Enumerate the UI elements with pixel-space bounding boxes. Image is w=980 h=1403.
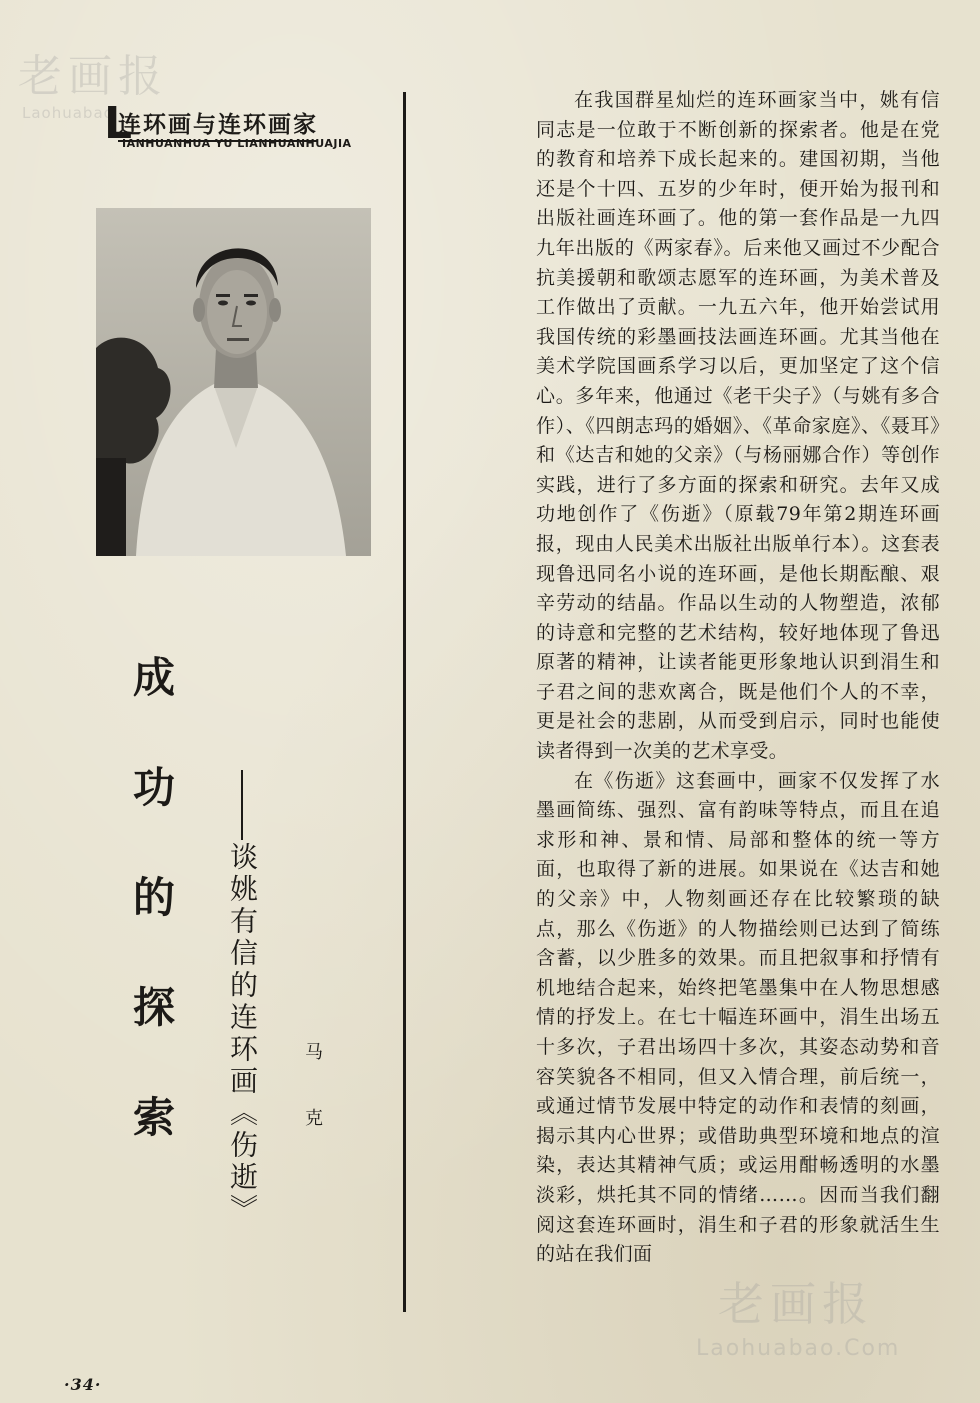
column-divider bbox=[403, 92, 406, 1312]
page-number: ·34· bbox=[64, 1375, 102, 1394]
subtitle-dash bbox=[241, 770, 243, 840]
artist-portrait-photo bbox=[96, 208, 371, 556]
article-body bbox=[536, 86, 940, 1270]
column-heading bbox=[104, 98, 364, 154]
watermark-bottom-sub: Laohuabao.Com bbox=[696, 1336, 901, 1361]
column-heading-pinyin: IANHUANHUA YU LIANHUANHUAJIA bbox=[122, 137, 352, 150]
article-subtitle: 谈姚有信的连环画《伤逝》 bbox=[226, 842, 259, 1226]
body-paragraph: 在《伤逝》这套画中，画家不仅发挥了水墨画简练、强烈、富有韵味等特点，而且在追求形和神、景和情、局部和整体的统一等方面，也取得了新的进展。如果说在《达吉和她的父亲》中，人物刻画还存在比较繁琐的缺点，那么《伤逝》的人物描绘则已达到了简练含蓄，以少胜多的效果。而且把叙事和抒情有机地结合起来，始终把笔墨集中在人物思想感情的抒发上。在七十幅连环画中，涓生出场五十多次，子君出场四十多次，其姿态动势和音容笑貌各不相同，但又入情合理，前后统一，或通过情节发展中特定的动作和表情的刻画，揭示其内心世界；或借助典型环境和地点的渲染，表达其精神气质；或运用酣畅透明的水墨淡彩，烘托其不同的情绪……。因而当我们翻阅这套连环画时，涓生和子君的形象就活生生的站在我们面 bbox=[536, 769, 940, 1266]
body-paragraph: 在我国群星灿烂的连环画家当中，姚有信同志是一位敢于不断创新的探索者。他是在党的教育和培养下成长起来的。建国初期，当他还是个十四、五岁的少年时，便开始为报刊和出版社画连环画了。他的第一套作品是一九四九年出版的《两家春》。后来他又画过不少配合抗美援朝和歌颂志愿军的连环画，为美术普及工作做出了贡献。一九五六年，他开始尝试用我国传统的彩墨画技法画连环画。尤其当他在美术学院国画系学习以后，更加坚定了这个信心。多年来，他通过《老干尖子》（与姚有多合作）、《四朗志玛的婚姻》、《革命家庭》、《聂耳》和《达吉和她的父亲》（与杨丽娜合作）等创作实践，进行了多方面的探索和研究。去年又成功地创作了《伤逝》（原载79年第2期连环画报，现由人民美术出版社出版单行本）。这套表现鲁迅同名小说的连环画，是他长期酝酿、艰辛劳动的结晶。作品以生动的人物塑造，浓郁的诗意和完整的艺术结构，较好地体现了鲁迅原著的精神，让读者能更形象地认识到涓生和子君之间的悲欢离合，既是他们个人的不幸，更是社会的悲剧，从而受到启示，同时也能使读者得到一次美的艺术享受。 bbox=[536, 89, 940, 763]
column-heading-chinese: 连环画与连环画家 bbox=[118, 106, 318, 142]
watermark-bottom: 老画报 bbox=[718, 1277, 874, 1331]
watermark-top: 老画报 bbox=[18, 51, 168, 102]
column-heading-initial: L bbox=[104, 98, 133, 149]
article-author: 马克 bbox=[302, 1042, 323, 1174]
watermark-top-sub: Laohuabao bbox=[22, 104, 114, 122]
portrait-photo-icon bbox=[96, 208, 371, 556]
article-title: 成功的探索 bbox=[127, 655, 176, 1205]
